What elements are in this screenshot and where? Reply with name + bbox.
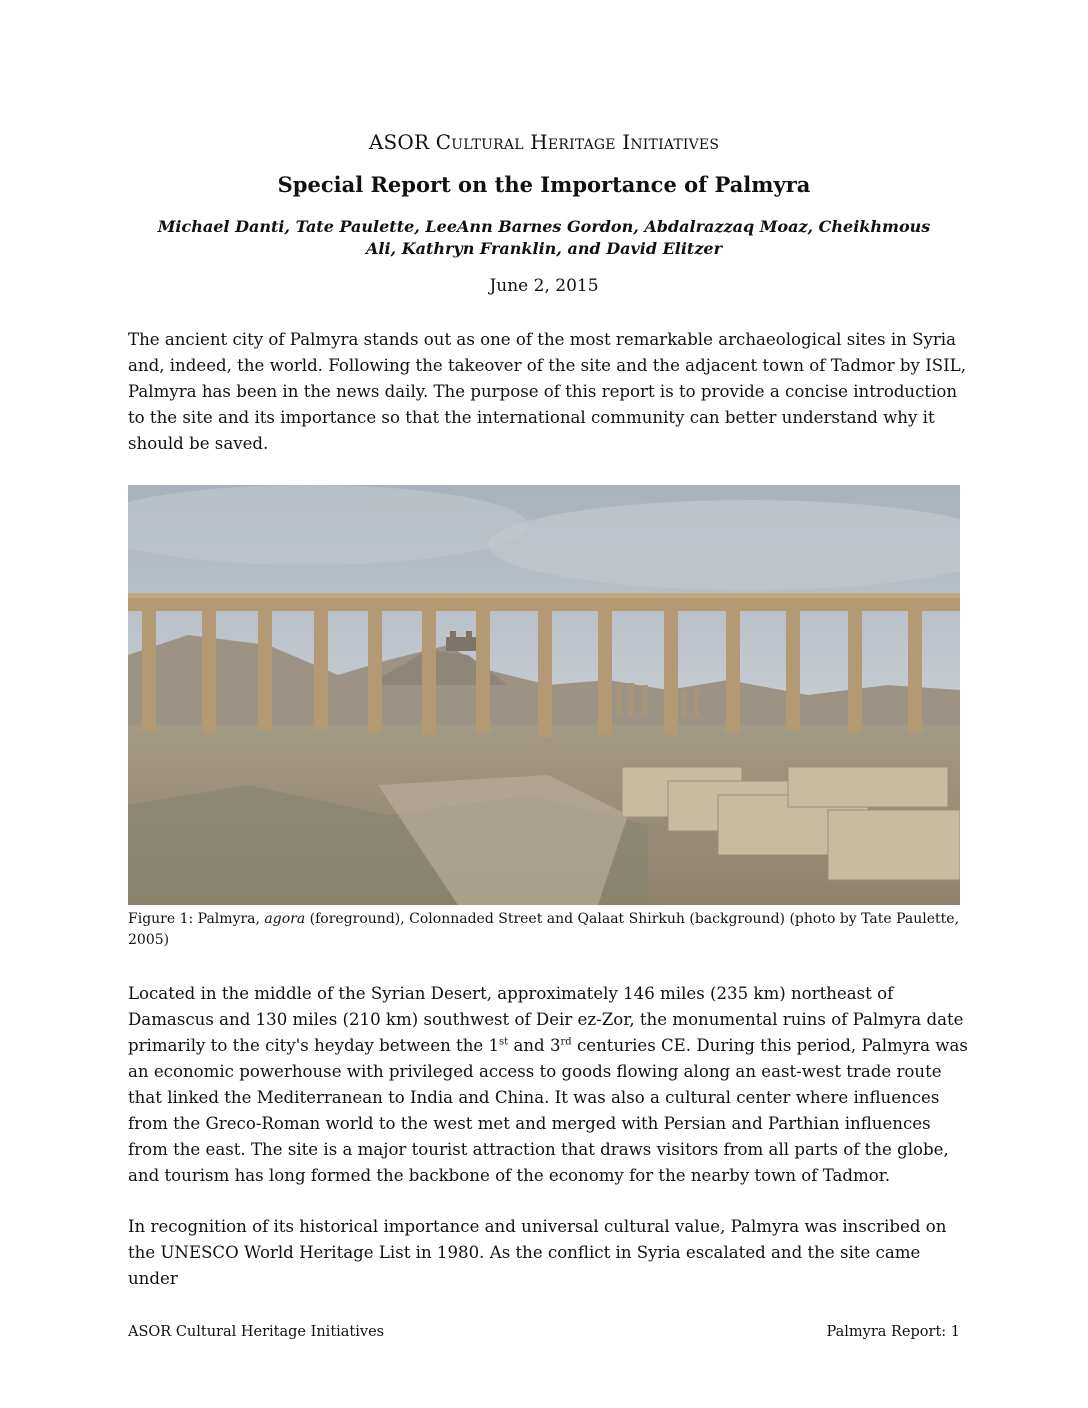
footer-page-number: Palmyra Report: 1 [826, 1324, 960, 1340]
report-date: June 2, 2015 [489, 276, 599, 296]
body-paragraph-location: Located in the middle of the Syrian Desert, approximately 146 miles (235 km) northeast of Damascus and 130 miles (210 km) southwest of Deir ez-Zor, the monumental ruins of Palmyra date primarily to the city's heyday between the 1st and 3rd centuries CE. During this period, Palmyra was an economic powerhouse with privileged access to goods flowing along an east-west trade route that linked the Mediterranean to India and China. It was also a cultural center where influences from the Greco-Roman world to the west met and merged with Persian and Parthian influences from the east. The site is a major tourist attraction that draws visitors from all parts of the globe, and tourism has long formed the backbone of the economy for the nearby town of Tadmor. [128, 984, 968, 1185]
intro-paragraph: The ancient city of Palmyra stands out as one of the most remarkable archaeological sites in Syria and, indeed, the world. Following the takeover of the site and the adjacent town of Tadmor by ISIL, Palmyra has been in the news daily. The purpose of this report is to provide a concise introduction to the site and its importance so that the international community can better understand why it should be saved. [128, 330, 966, 453]
footer-organization: ASOR Cultural Heritage Initiatives [128, 1324, 385, 1340]
organization-title: ASOR Cultural Heritage Initiatives [368, 130, 720, 154]
body-paragraph-unesco: In recognition of its historical importance and universal cultural value, Palmyra was inscribed on the UNESCO World Heritage List in 1980. As the conflict in Syria escalated and the site came under [128, 1217, 947, 1288]
figure-caption: Figure 1: Palmyra, agora (foreground), Colonnaded Street and Qalaat Shirkuh (background) (photo by Tate Paulette, 2005) [128, 911, 960, 948]
caption-italic: agora [264, 911, 306, 927]
palmyra-photo [128, 485, 960, 905]
report-title: Special Report on the Importance of Palmyra [277, 172, 811, 197]
authors-line: Michael Danti, Tate Paulette, LeeAnn Barnes Gordon, Abdalrazzaq Moaz, Cheikhmous Ali, Kathryn Franklin, and David Elitzer [157, 217, 931, 258]
